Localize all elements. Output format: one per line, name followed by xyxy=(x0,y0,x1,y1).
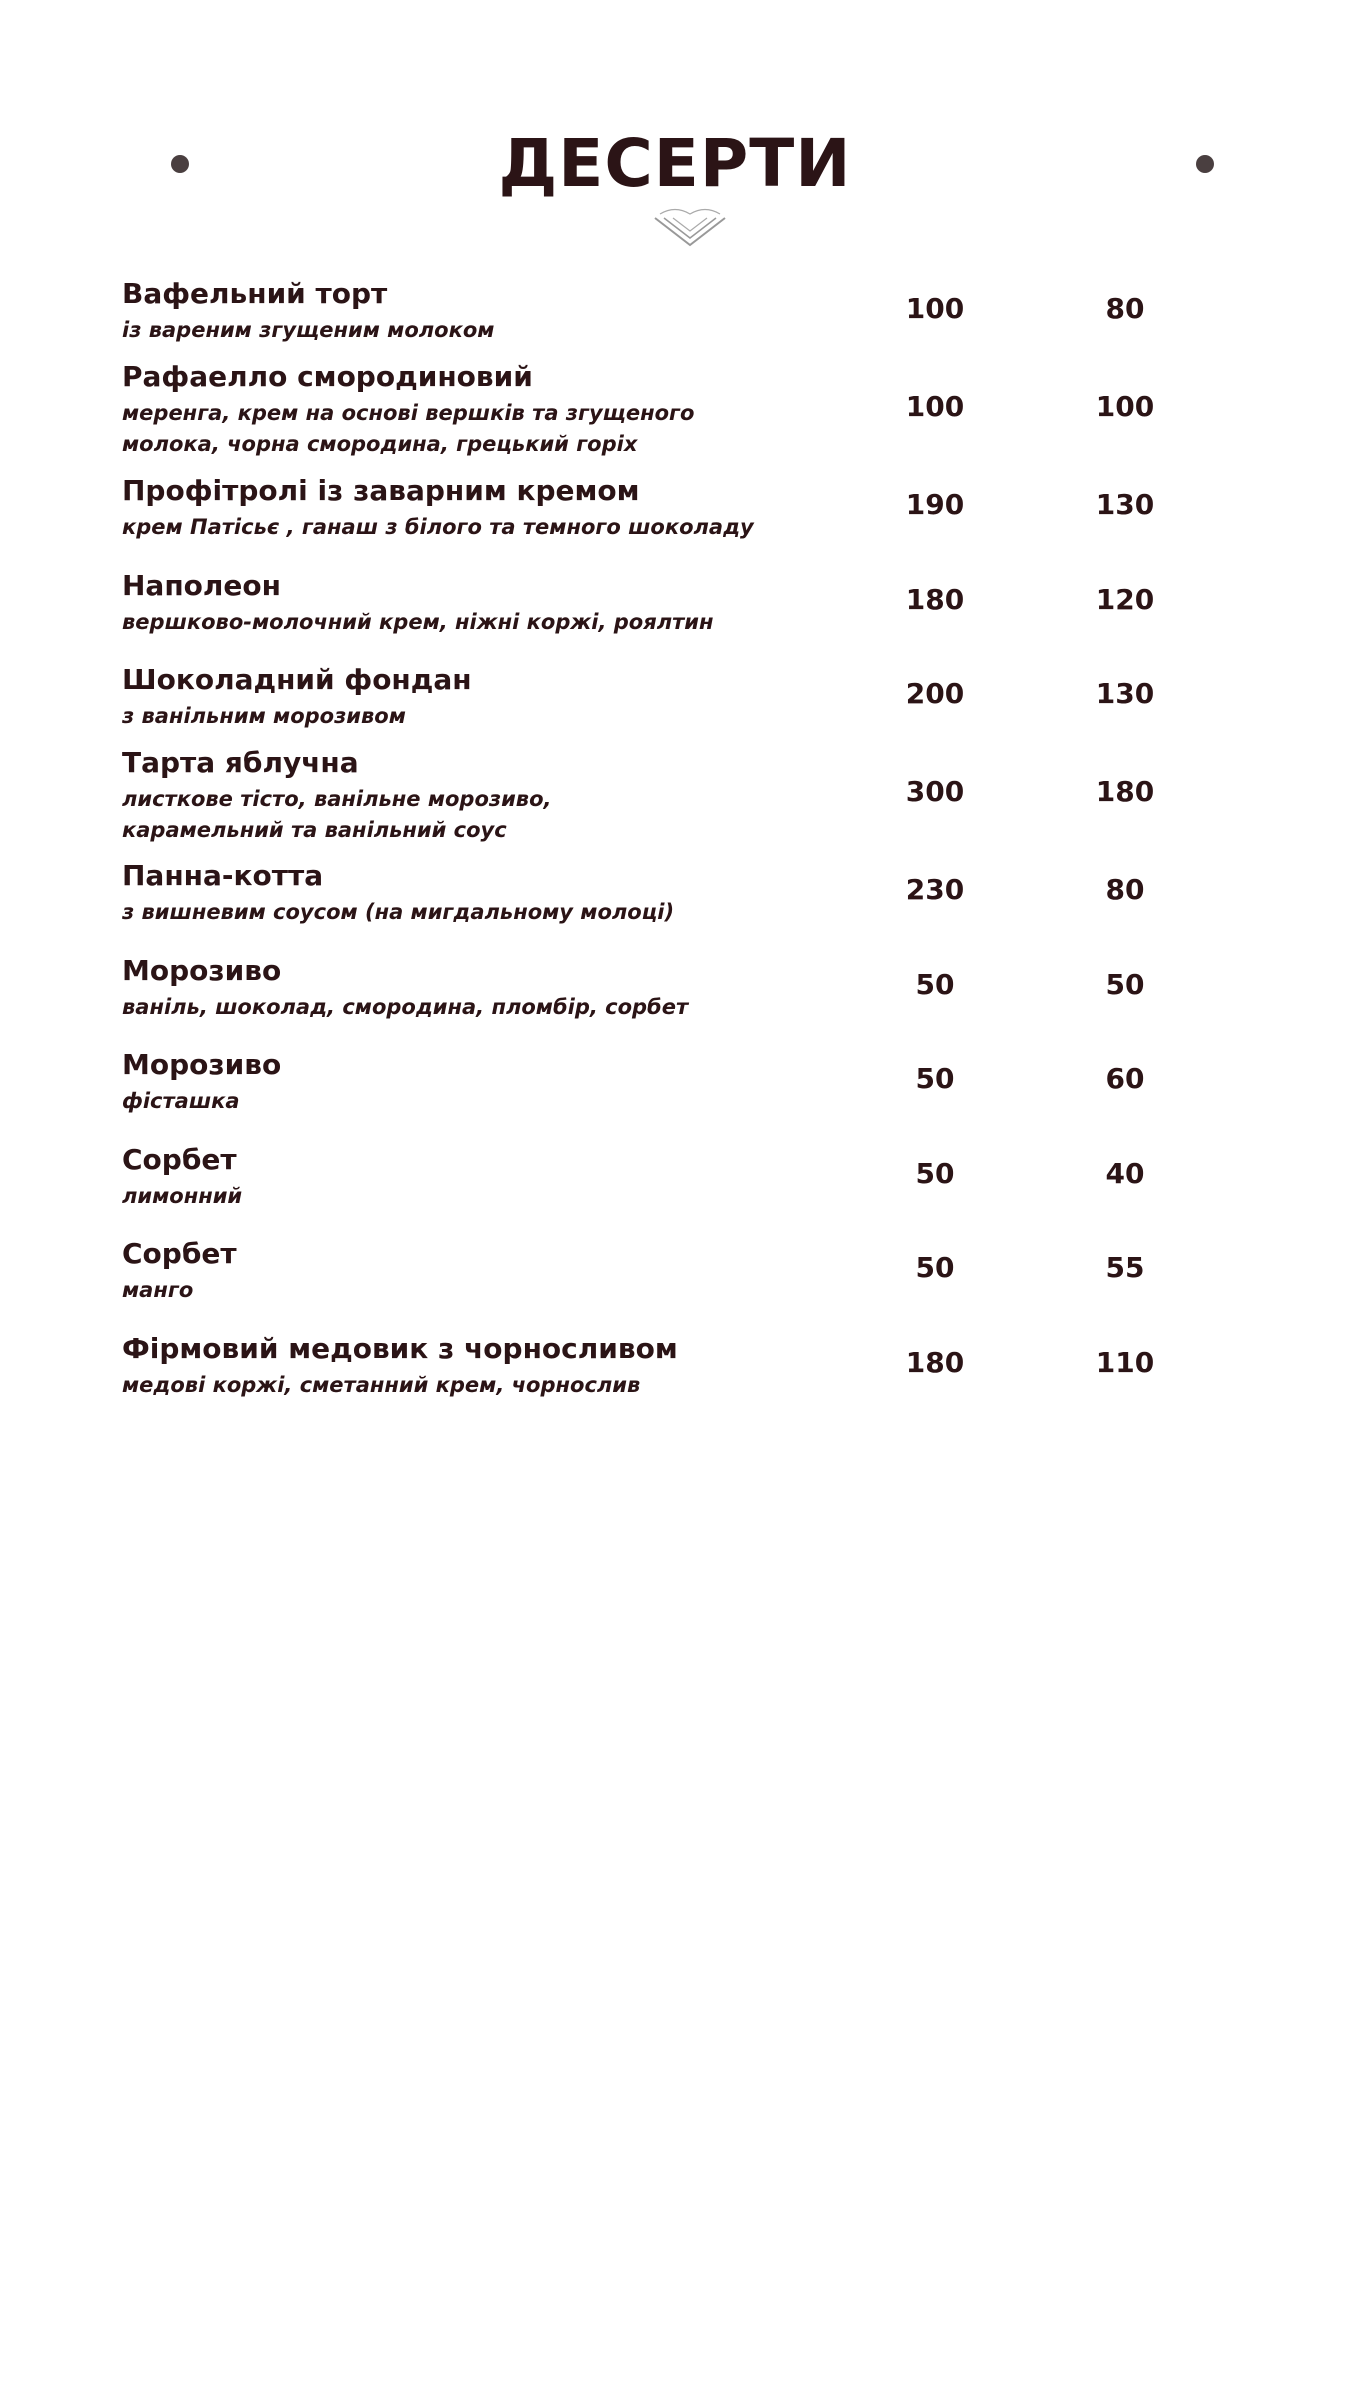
item-weight: 180 xyxy=(905,583,965,616)
item-name: Сорбет xyxy=(122,1143,237,1176)
item-name: Рафаелло смородиновий xyxy=(122,360,533,393)
item-price: 130 xyxy=(1095,488,1155,521)
item-weight: 300 xyxy=(905,775,965,808)
item-name: Шоколадний фондан xyxy=(122,663,472,696)
item-description: ваніль, шоколад, смородина, пломбір, сорбет xyxy=(122,995,689,1019)
item-description: меренга, крем на основі вершків та згущеного молока, чорна смородина, грецький горіх xyxy=(122,401,695,456)
item-weight: 180 xyxy=(905,1346,965,1379)
item-description: фісташка xyxy=(122,1089,240,1113)
item-price: 60 xyxy=(1105,1062,1145,1095)
item-name: Наполеон xyxy=(122,569,281,602)
item-price: 50 xyxy=(1105,968,1145,1001)
item-price: 80 xyxy=(1105,873,1145,906)
item-price: 180 xyxy=(1095,775,1155,808)
item-description: листкове тісто, ванільне морозиво, карамельний та ванільний соус xyxy=(122,787,552,842)
item-description: вершково-молочний крем, ніжні коржі, роялтин xyxy=(122,610,714,634)
item-description: з ванільним морозивом xyxy=(122,704,406,728)
item-name: Сорбет xyxy=(122,1237,237,1270)
item-price: 80 xyxy=(1105,292,1145,325)
item-price: 120 xyxy=(1095,583,1155,616)
item-description: манго xyxy=(122,1278,194,1302)
item-weight: 100 xyxy=(905,292,965,325)
item-name: Фірмовий медовик з чорносливом xyxy=(122,1332,678,1365)
item-weight: 190 xyxy=(905,488,965,521)
item-name: Морозиво xyxy=(122,1048,282,1081)
page-title: ДЕСЕРТИ xyxy=(498,125,852,202)
item-price: 40 xyxy=(1105,1157,1145,1190)
item-price: 130 xyxy=(1095,677,1155,710)
item-weight: 100 xyxy=(905,390,965,423)
item-weight: 50 xyxy=(915,1062,955,1095)
item-name: Тарта яблучна xyxy=(122,746,359,779)
item-description: медові коржі, сметанний крем, чорнослив xyxy=(122,1373,641,1397)
item-price: 55 xyxy=(1105,1251,1145,1284)
item-weight: 200 xyxy=(905,677,965,710)
item-price: 110 xyxy=(1095,1346,1155,1379)
item-description: крем Патісьє , ганаш з білого та темного шоколаду xyxy=(122,515,754,539)
item-name: Панна-котта xyxy=(122,859,324,892)
item-description: лимонний xyxy=(122,1184,243,1208)
item-description: з вишневим соусом (на мигдальному молоці) xyxy=(122,900,675,924)
item-weight: 230 xyxy=(905,873,965,906)
item-name: Профітролі із заварним кремом xyxy=(122,474,640,507)
item-price: 100 xyxy=(1095,390,1155,423)
item-name: Морозиво xyxy=(122,954,282,987)
item-weight: 50 xyxy=(915,1157,955,1190)
item-weight: 50 xyxy=(915,1251,955,1284)
item-weight: 50 xyxy=(915,968,955,1001)
item-description: із вареним згущеним молоком xyxy=(122,318,495,342)
item-name: Вафельний торт xyxy=(122,277,388,310)
